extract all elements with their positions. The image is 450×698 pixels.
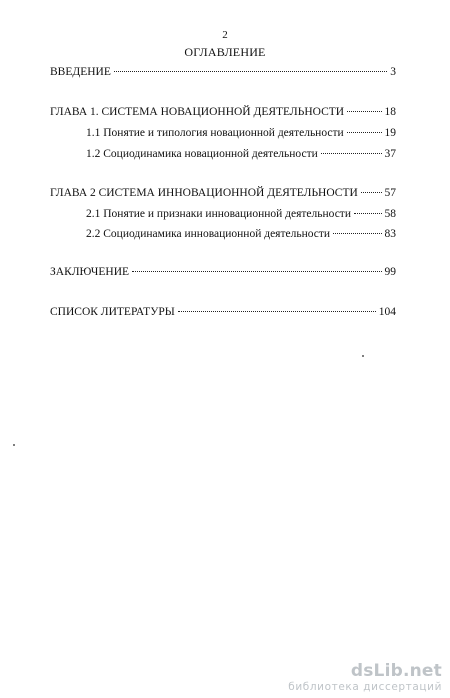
- toc-entry-page: 18: [384, 106, 396, 118]
- scan-speck: [13, 444, 15, 446]
- watermark-subtitle: библиотека диссертаций: [288, 681, 442, 693]
- dot-leader: [361, 192, 382, 193]
- toc-entry-label: ГЛАВА 1. СИСТЕМА НОВАЦИОННОЙ ДЕЯТЕЛЬНОСТИ: [50, 106, 345, 118]
- scan-speck: [362, 355, 364, 357]
- toc-entry-page: 83: [384, 228, 396, 240]
- dot-leader: [114, 71, 387, 72]
- toc-entry-page: 104: [378, 306, 396, 318]
- toc-entry-chapter-1: [50, 105, 396, 119]
- toc-entry-label: ВВЕДЕНИЕ: [50, 66, 111, 78]
- watermark: [288, 662, 442, 694]
- toc-entry-conclusion: [50, 265, 396, 279]
- toc-entry-page: 19: [384, 127, 396, 139]
- dot-leader: [347, 111, 381, 112]
- dot-leader: [347, 132, 382, 133]
- toc-entry-section-1-2: [86, 147, 396, 161]
- toc-entry-label: 2.2 Социодинамика инновационной деятельности: [86, 228, 331, 240]
- toc-entry-label: 2.1 Понятие и признаки инновационной деятельности: [86, 208, 351, 220]
- page-number: 2: [222, 29, 228, 41]
- dot-leader: [333, 233, 381, 234]
- toc-entry-page: 99: [384, 266, 396, 278]
- toc-entry-page: 3: [390, 66, 396, 78]
- dot-leader: [178, 311, 376, 312]
- toc-entry-label: ЗАКЛЮЧЕНИЕ: [50, 266, 130, 278]
- toc-entry-introduction: [50, 65, 396, 79]
- toc-entry-section-1-1: [86, 126, 396, 140]
- toc-entry-label: 1.1 Понятие и типология новационной деятельности: [86, 127, 344, 139]
- toc-entry-section-2-2: [86, 227, 396, 241]
- toc-entry-label: СПИСОК ЛИТЕРАТУРЫ: [50, 306, 175, 318]
- dot-leader: [321, 153, 382, 154]
- toc-entry-chapter-2: [50, 186, 396, 200]
- toc-entry-section-2-1: [86, 207, 396, 221]
- watermark-logo: dsLib.net: [350, 661, 442, 681]
- toc-entry-page: 37: [384, 148, 396, 160]
- toc-entry-bibliography: [50, 305, 396, 319]
- toc-title: ОГЛАВЛЕНИЕ: [184, 45, 266, 59]
- dot-leader: [354, 213, 382, 214]
- toc-entry-page: 58: [384, 208, 396, 220]
- toc-entry-label: ГЛАВА 2 СИСТЕМА ИННОВАЦИОННОЙ ДЕЯТЕЛЬНОСТИ: [50, 187, 358, 199]
- dot-leader: [132, 271, 381, 272]
- toc-entry-page: 57: [384, 187, 396, 199]
- toc-entry-label: 1.2 Социодинамика новационной деятельности: [86, 148, 318, 160]
